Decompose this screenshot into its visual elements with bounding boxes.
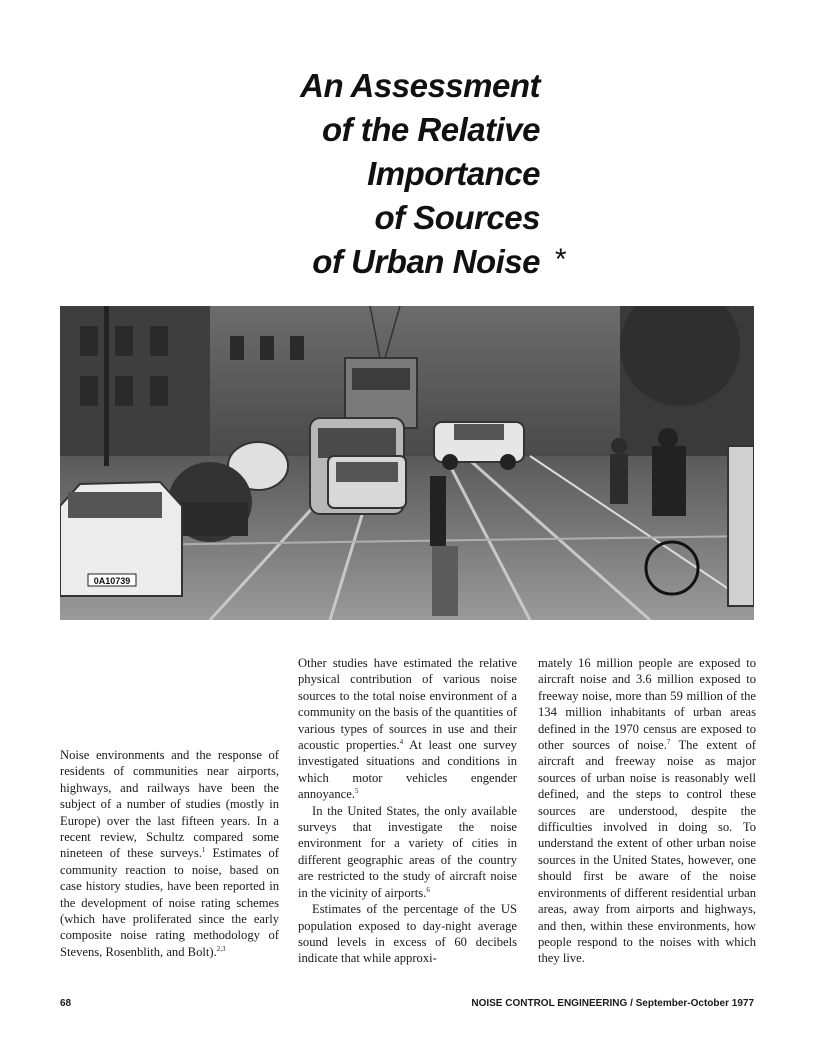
journal-citation: NOISE CONTROL ENGINEERING / September-October 1977: [471, 998, 754, 1009]
col3-paragraph-1: [538, 655, 756, 967]
col2-text-a: Other studies have estimated the relative physical contribution of various noise sources to the total noise environment of a community on the basis of the quantities of various types of sources in use and their acoustic properties.: [298, 656, 517, 753]
title-line-1: An Assessment: [300, 67, 540, 105]
col2-paragraph-3: Estimates of the percentage of the US population exposed to day-night average sound levels in excess of 60 decibels indicate that while approxi-: [298, 902, 517, 966]
article-title: [240, 64, 566, 284]
van-right-edge: [728, 446, 754, 606]
col2-paragraph-1: [298, 655, 517, 803]
street-scene-illustration: [60, 306, 754, 620]
license-plate: 0A10739: [93, 576, 131, 586]
ref-mark: 1: [201, 846, 206, 855]
ref-mark: 2,3: [216, 944, 226, 953]
column-3: [538, 655, 756, 967]
title-line-4: of Sources: [374, 199, 540, 237]
title-line-2: of the Relative: [321, 111, 540, 149]
title-line-5: [240, 240, 566, 284]
col2-text-c: In the United States, the only available surveys that investigate the noise environment for a variety of cities in different geographic areas of the country are restricted to the study of aircraft noise in the vicinity of airports.: [298, 803, 517, 900]
white-car-foreground: [60, 482, 182, 596]
car-center: [328, 456, 406, 508]
col3-text-b: The extent of aircraft and freeway noise as major sources of urban noise is reasonably well defined, and the steps to control these sources are understood, despite the difficulties involved in doing so. To understand the extent of other urban noise sources in the United States, however, one should first be aware of the noise environments of different residential urban areas, away from airports and highways, and then, within these environments, how people respond to the noises with which they live.: [538, 738, 756, 966]
col2-text-b: At least one survey investigated situations and conditions in which motor vehicles engender annoyance.: [298, 738, 517, 802]
col1-text-b: Estimates of community reaction to noise, based on case history studies, have been reported in the development of noise rating schemes (which have proliferated since the early composite noise rating methodology of Stevens, Rosenblith, and Bolt).: [60, 846, 279, 959]
page-footer: [60, 998, 754, 1012]
col2-paragraph-2: [298, 803, 517, 901]
ref-mark: 6: [426, 885, 430, 894]
column-2: [298, 655, 517, 967]
ref-mark: 4: [399, 737, 404, 746]
ref-mark: 5: [355, 787, 359, 796]
ref-mark: 7: [666, 737, 671, 746]
street-lamp: [104, 306, 109, 466]
title-line-3: Importance: [367, 155, 540, 193]
white-car-right: [434, 422, 524, 470]
street-scene-photo: [60, 306, 754, 620]
title-footnote-asterisk: *: [554, 243, 566, 277]
col1-text-a: Noise environments and the response of residents of communities near airports, highways, and railways have been the subject of a number of studies (mostly in Europe) over the last fifteen years. In a recent review, Schultz compared some nineteen of these surveys.: [60, 748, 279, 861]
title-line-5-text: of Urban Noise: [312, 243, 540, 281]
col1-paragraph-1: [60, 747, 279, 960]
column-1: [60, 747, 279, 960]
pedestrian: [610, 438, 628, 504]
col3-text-a: mately 16 million people are exposed to aircraft noise and 3.6 million exposed to freeway noise, more than 59 million of the 134 million inhabitants of urban areas defined in the 1970 census are exposed to other sources of noise.: [538, 656, 756, 753]
page-number: 68: [60, 998, 72, 1009]
